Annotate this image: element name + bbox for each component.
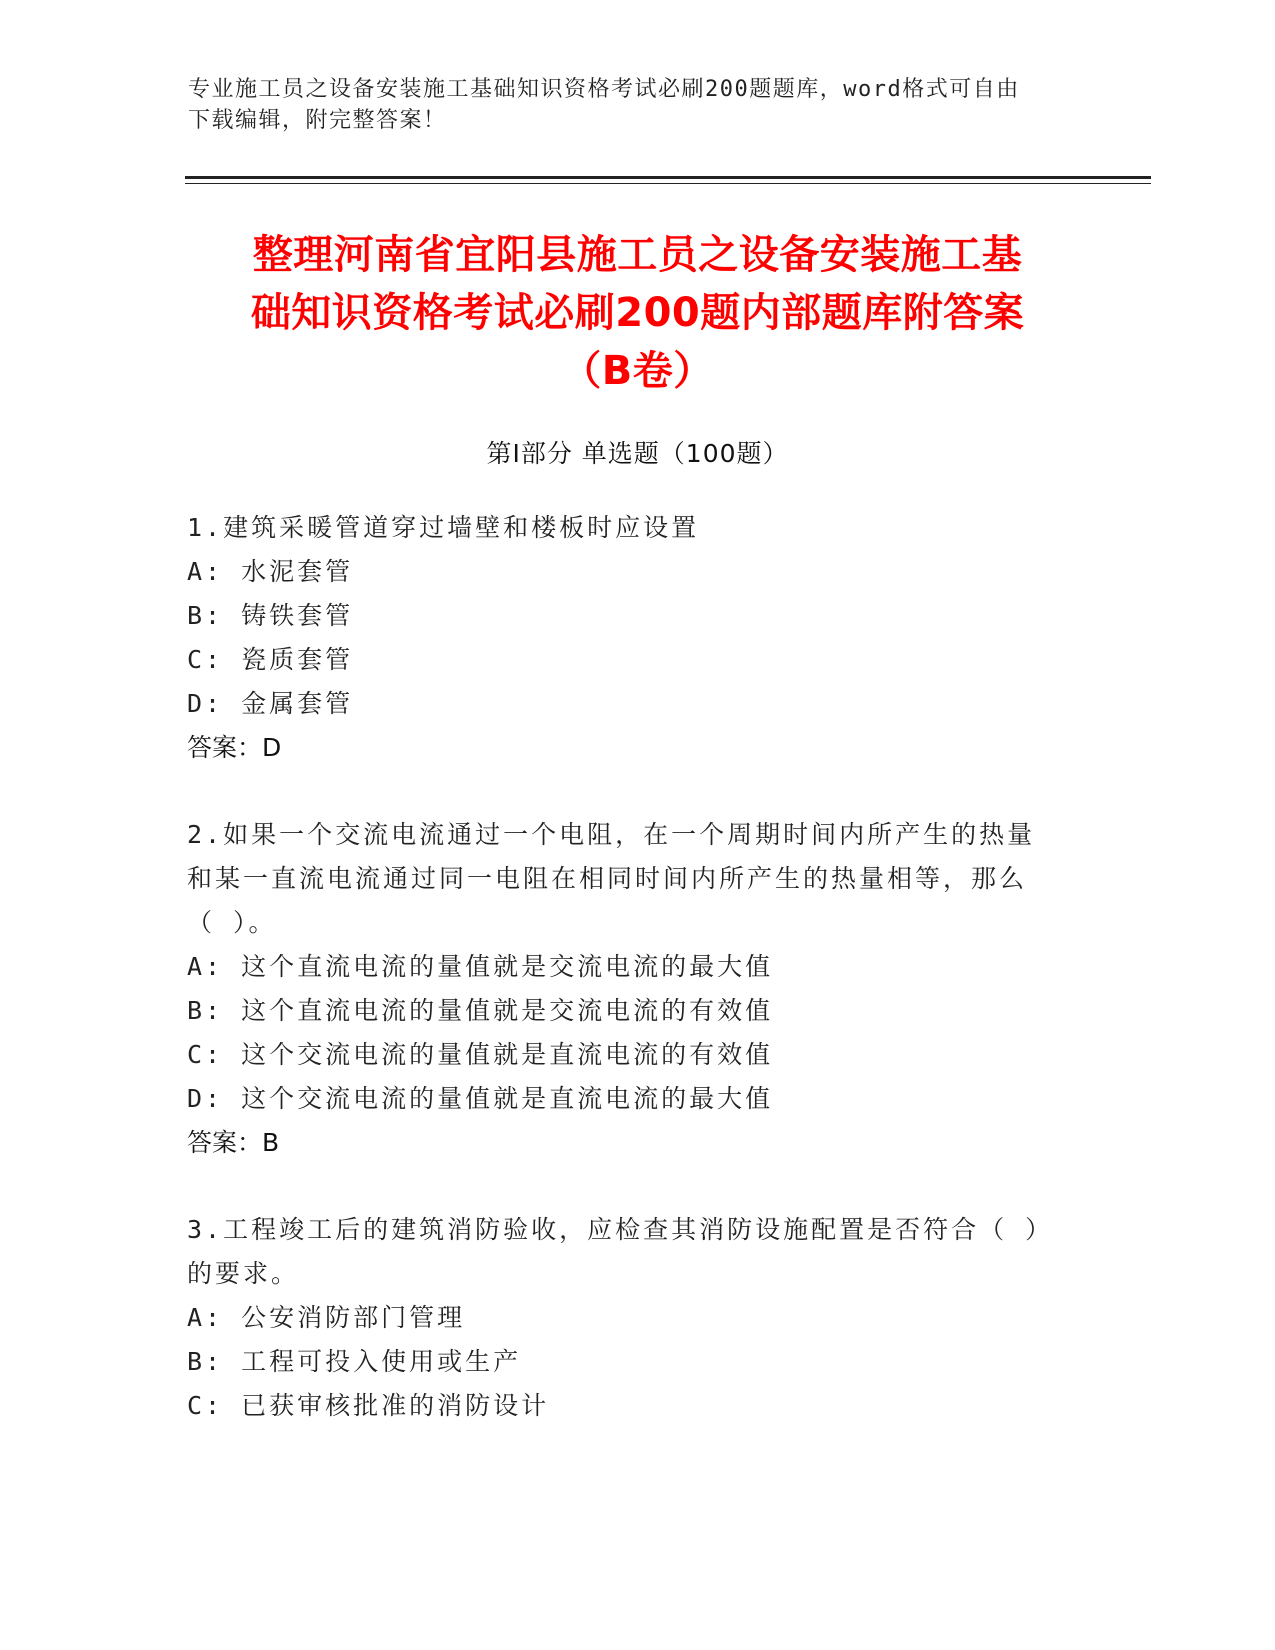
question-3-option-b: B: 工程可投入使用或生产 [187,1347,522,1376]
question-1-option-b: B: 铸铁套管 [187,601,354,630]
question-2-stem-line-2: 和某一直流电流通过同一电阻在相同时间内所产生的热量相等，那么 [187,864,1028,893]
question-3-option-c: C: 已获审核批准的消防设计 [187,1391,550,1420]
header-rule-thick [185,176,1151,179]
question-2-stem-line-3: （ ）。 [187,908,277,937]
header-note-line-2: 下载编辑，附完整答案！ [188,108,447,133]
question-3-stem-line-1: 3.工程竣工后的建筑消防验收，应检查其消防设施配置是否符合（ ） [187,1215,1054,1244]
question-2-option-c: C: 这个交流电流的量值就是直流电流的有效值 [187,1040,774,1069]
question-1-option-d: D: 金属套管 [187,689,354,718]
question-3-option-a: A: 公安消防部门管理 [187,1303,466,1332]
question-2-option-b: B: 这个直流电流的量值就是交流电流的有效值 [187,996,774,1025]
section-heading: 第Ⅰ部分 单选题（100题） [486,439,789,468]
question-1-option-c: C: 瓷质套管 [187,645,354,674]
header-note [188,74,1088,136]
title-line-3: （B卷） [561,348,714,394]
header-note-line-1: 专业施工员之设备安装施工基础知识资格考试必刷200题题库，word格式可自由 [188,77,1020,102]
question-2-option-a: A: 这个直流电流的量值就是交流电流的最大值 [187,952,774,981]
document-title [185,226,1090,400]
header-rule-thin [185,183,1151,184]
question-1-answer: 答案：D [187,733,282,762]
question-2-stem-line-1: 2.如果一个交流电流通过一个电阻，在一个周期时间内所产生的热量 [187,820,1036,849]
question-3-stem-line-2: 的要求。 [187,1259,300,1288]
question-1-stem: 1.建筑采暖管道穿过墙壁和楼板时应设置 [187,513,700,542]
question-2-answer: 答案：B [187,1128,280,1157]
question-2-option-d: D: 这个交流电流的量值就是直流电流的最大值 [187,1084,774,1113]
title-line-2: 础知识资格考试必刷200题内部题库附答案 [250,290,1025,336]
question-1-option-a: A: 水泥套管 [187,557,354,586]
title-line-1: 整理河南省宜阳县施工员之设备安装施工基 [252,232,1023,278]
